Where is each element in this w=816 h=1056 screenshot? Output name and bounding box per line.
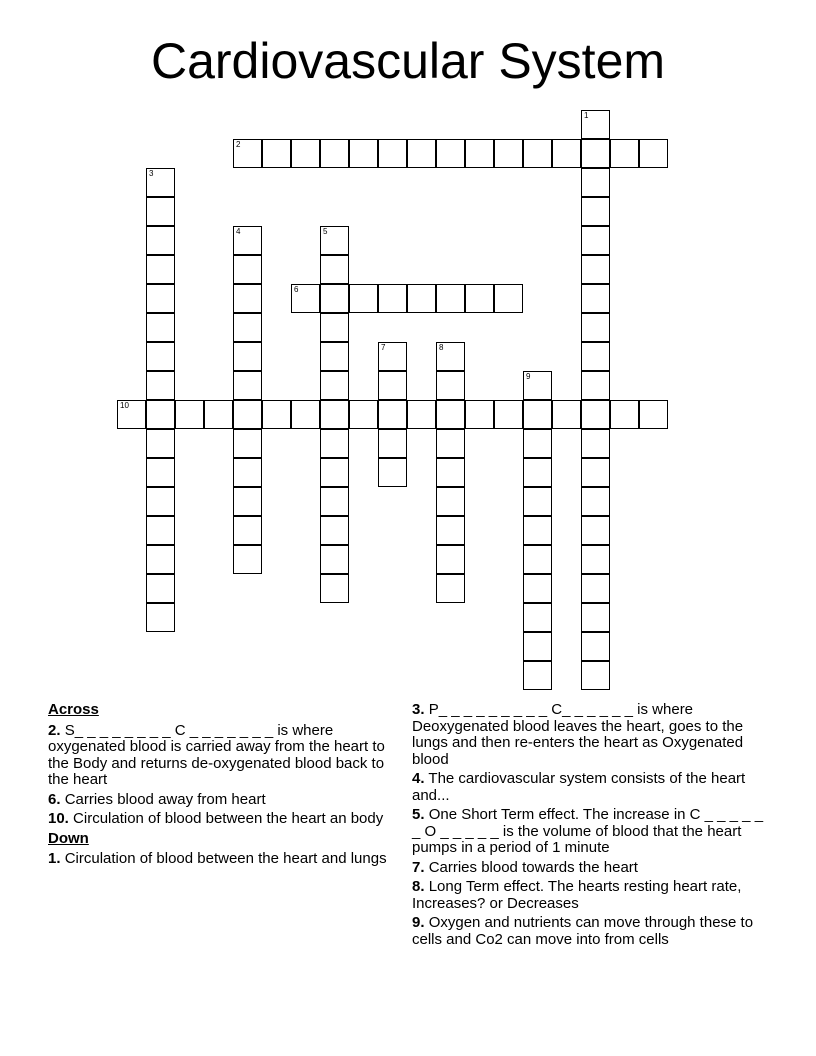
grid-cell[interactable] [581,400,610,429]
grid-cell[interactable] [204,400,233,429]
cell-number: 7 [381,343,386,352]
clue-down-9 [412,915,772,948]
grid-cell[interactable] [146,342,175,371]
grid-cell[interactable] [320,226,349,255]
grid-cell[interactable] [523,400,552,429]
across-heading: Across [48,701,99,718]
grid-cell[interactable] [523,139,552,168]
clue-across-6 [48,792,393,809]
grid-cell[interactable] [436,139,465,168]
grid-cell[interactable] [146,574,175,603]
grid-cell[interactable] [523,371,552,400]
grid-cell[interactable] [233,342,262,371]
grid-cell[interactable] [523,458,552,487]
clue-down-3 [412,702,772,768]
cell-number: 1 [584,111,589,120]
grid-cell[interactable] [146,516,175,545]
grid-cell[interactable] [465,400,494,429]
grid-cell[interactable] [378,342,407,371]
grid-cell[interactable] [233,371,262,400]
grid-cell[interactable] [581,313,610,342]
grid-cell[interactable] [581,371,610,400]
cell-number: 2 [236,140,241,149]
clue-text: S_ _ _ _ _ _ _ _ C _ _ _ _ _ _ _ is where oxygenated blood is carried away from the heart to the Body and returns de-oxygenated blood back to the heart [48,721,385,788]
grid-cell[interactable] [378,429,407,458]
grid-cell[interactable] [146,284,175,313]
clue-number: 6. [48,790,61,808]
grid-cell[interactable] [436,371,465,400]
grid-cell[interactable] [378,371,407,400]
grid-cell[interactable] [523,487,552,516]
clues-right-column [412,702,772,951]
grid-cell[interactable] [436,342,465,371]
grid-cell[interactable] [581,574,610,603]
grid-cell[interactable] [233,226,262,255]
grid-cell[interactable] [581,545,610,574]
grid-cell[interactable] [581,487,610,516]
clue-down-8 [412,879,772,912]
grid-cell[interactable] [291,139,320,168]
grid-cell[interactable] [262,400,291,429]
clue-number: 9. [412,914,425,931]
grid-cell[interactable] [523,661,552,690]
grid-cell[interactable] [523,429,552,458]
clue-down-4 [412,771,772,804]
clue-number: 3. [412,701,425,718]
clue-text: The cardiovascular system consists of the heart and... [412,770,746,804]
grid-cell[interactable] [378,458,407,487]
clue-number: 10. [48,810,69,827]
grid-cell[interactable] [465,284,494,313]
grid-cell[interactable] [146,545,175,574]
grid-cell[interactable] [436,545,465,574]
grid-cell[interactable] [262,139,291,168]
grid-cell[interactable] [146,226,175,255]
clue-across-10 [48,811,393,828]
grid-cell[interactable] [494,284,523,313]
grid-cell[interactable] [523,632,552,661]
clue-text: Carries blood towards the heart [428,858,638,876]
grid-cell[interactable] [581,255,610,284]
grid-cell[interactable] [407,400,436,429]
cell-number: 10 [120,401,129,410]
grid-cell[interactable] [233,313,262,342]
grid-cell[interactable] [320,342,349,371]
grid-cell[interactable] [407,284,436,313]
grid-cell[interactable] [320,313,349,342]
grid-cell[interactable] [146,313,175,342]
grid-cell[interactable] [146,255,175,284]
grid-cell[interactable] [523,516,552,545]
grid-cell[interactable] [639,139,668,168]
cell-number: 4 [236,227,241,236]
grid-cell[interactable] [320,400,349,429]
grid-cell[interactable] [233,429,262,458]
grid-cell[interactable] [436,487,465,516]
clue-number: 5. [412,806,425,823]
grid-cell[interactable] [581,197,610,226]
grid-cell[interactable] [436,516,465,545]
grid-cell[interactable] [436,574,465,603]
clue-text: Circulation of blood between the heart an body [73,810,384,827]
grid-cell[interactable] [233,255,262,284]
grid-cell[interactable] [494,139,523,168]
grid-cell[interactable] [146,197,175,226]
grid-cell[interactable] [349,139,378,168]
grid-cell[interactable] [233,284,262,313]
grid-cell[interactable] [320,487,349,516]
grid-cell[interactable] [233,400,262,429]
grid-cell[interactable] [146,458,175,487]
grid-cell[interactable] [581,458,610,487]
grid-cell[interactable] [146,168,175,197]
clue-down-1 [48,851,393,868]
grid-cell[interactable] [465,139,494,168]
grid-cell[interactable] [146,487,175,516]
grid-cell[interactable] [436,429,465,458]
clue-number: 1. [48,850,61,867]
cell-number: 5 [323,227,328,236]
grid-cell[interactable] [291,400,320,429]
grid-cell[interactable] [552,139,581,168]
clue-number: 2. [48,721,61,739]
grid-cell[interactable] [320,545,349,574]
grid-cell[interactable] [523,603,552,632]
clue-down-5 [412,807,772,857]
grid-cell[interactable] [233,458,262,487]
clue-text: Long Term effect. The hearts resting heart rate, Increases? or Decreases [412,878,742,912]
clue-number: 8. [412,878,425,895]
grid-cell[interactable] [523,574,552,603]
grid-cell[interactable] [320,458,349,487]
grid-cell[interactable] [581,516,610,545]
grid-cell[interactable] [349,284,378,313]
grid-cell[interactable] [436,400,465,429]
grid-cell[interactable] [320,139,349,168]
grid-cell[interactable] [378,139,407,168]
page-title: Cardiovascular System [150,33,666,89]
clue-down-7 [412,860,772,877]
clue-number: 7. [412,858,425,876]
grid-cell[interactable] [610,139,639,168]
grid-cell[interactable] [552,400,581,429]
grid-cell[interactable] [581,284,610,313]
grid-cell[interactable] [146,603,175,632]
grid-cell[interactable] [378,284,407,313]
clues-left-column [48,702,393,871]
grid-cell[interactable] [233,139,262,168]
grid-cell[interactable] [378,400,407,429]
grid-cell[interactable] [320,429,349,458]
grid-cell[interactable] [175,400,204,429]
grid-cell[interactable] [320,255,349,284]
grid-cell[interactable] [146,371,175,400]
grid-cell[interactable] [581,661,610,690]
cell-number: 9 [526,372,531,381]
clue-text: Oxygen and nutrients can move through these to cells and Co2 can move into from cells [412,914,754,948]
grid-cell[interactable] [117,400,146,429]
grid-cell[interactable] [639,400,668,429]
grid-cell[interactable] [291,284,320,313]
clue-text: One Short Term effect. The increase in C _ _ _ _ _ _ O _ _ _ _ _ is the volume of blood that the heart pumps in a period of 1 minute [412,806,764,856]
grid-cell[interactable] [233,487,262,516]
grid-cell[interactable] [436,284,465,313]
grid-cell[interactable] [581,139,610,168]
grid-cell[interactable] [494,400,523,429]
grid-cell[interactable] [581,110,610,139]
clue-number: 4. [412,770,425,787]
grid-cell[interactable] [233,545,262,574]
grid-cell[interactable] [581,603,610,632]
clue-text: P_ _ _ _ _ _ _ _ _ C_ _ _ _ _ _ is where Deoxygenated blood leaves the heart, goes to the lungs and then re-enters the heart as Oxygenated blood [412,701,744,768]
clue-across-2 [48,723,393,789]
cell-number: 8 [439,343,444,352]
clue-text: Circulation of blood between the heart and lungs [64,850,387,867]
grid-cell[interactable] [581,342,610,371]
grid-cell[interactable] [320,516,349,545]
down-heading: Down [48,829,89,847]
grid-cell[interactable] [581,632,610,661]
grid-cell[interactable] [146,429,175,458]
grid-cell[interactable] [233,516,262,545]
grid-cell[interactable] [320,574,349,603]
cell-number: 3 [149,169,154,178]
grid-cell[interactable] [581,168,610,197]
grid-cell[interactable] [581,429,610,458]
grid-cell[interactable] [320,284,349,313]
grid-cell[interactable] [407,139,436,168]
grid-cell[interactable] [320,371,349,400]
grid-cell[interactable] [581,226,610,255]
grid-cell[interactable] [146,400,175,429]
grid-cell[interactable] [610,400,639,429]
cell-number: 6 [294,285,299,294]
clue-text: Carries blood away from heart [64,790,266,808]
grid-cell[interactable] [436,458,465,487]
grid-cell[interactable] [349,400,378,429]
grid-cell[interactable] [523,545,552,574]
